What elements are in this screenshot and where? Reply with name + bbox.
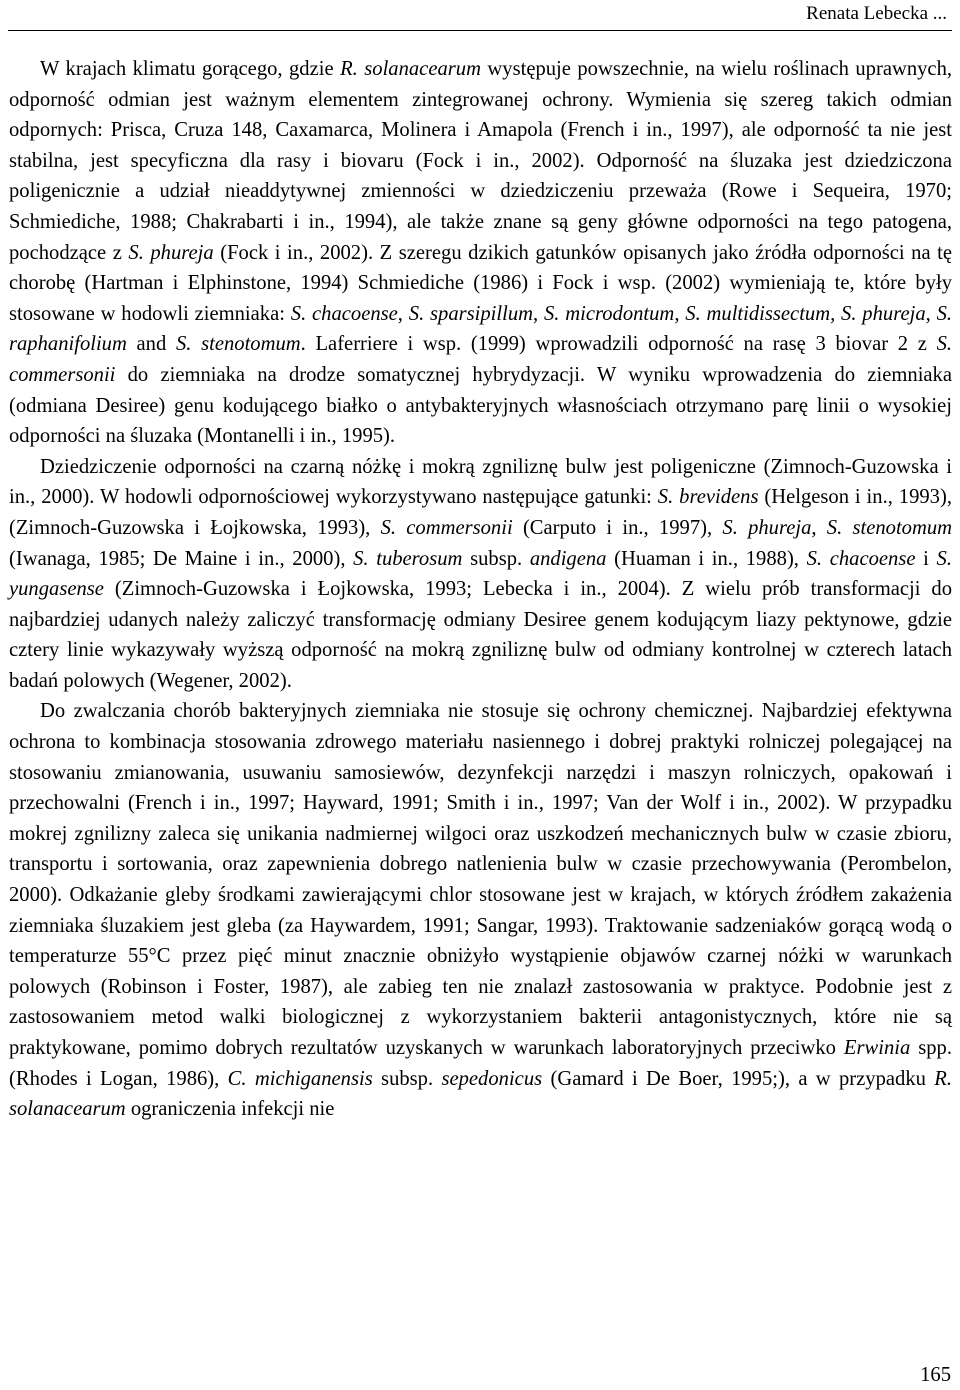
text-run: i bbox=[915, 547, 937, 570]
text-run: , bbox=[533, 302, 544, 325]
running-header: Renata Lebecka ... bbox=[806, 3, 947, 24]
page-number: 165 bbox=[920, 1364, 951, 1386]
text-run: Do zwalczania chorób bakteryjnych ziemniaka nie stosuje się ochrony chemicznej. Najbardziej efektywna ochrona to kombinacja stosowania zdrowego materiału nasiennego i dobrej praktyki rolniczej polegającej na stosowaniu zmianowania, usuwaniu samosiewów, dezynfekcji narzędzi i maszyn rolniczych, opakowań i przechowalni (French i in., 1997; Hayward, 1991; Smith i in., 1997; Van der Wolf i in., 2002). W przypadku mokrej zgnilizny zaleca się unikania nadmiernej wilgoci oraz uszkodzeń mechanicznych bulw w czasie zbioru, transportu i sortowania, oraz zapewnienia dobrego natlenienia bulw w czasie przechowywania (Perombelon, 2000). Odkażanie gleby środkami zawierającymi chlor stosowane jest w krajach, w których źródłem zakażenia ziemniaka śluzakiem jest gleba (za Haywardem, 1991; Sangar, 1993). Traktowanie sadzeniaków gorącą wodą o temperaturze 55°C przez pięć minut znacznie obniżyło wystąpienie objawów czarnej nóżki w warunkach polowych (Robinson i Foster, 1987), ale zabieg ten nie znalazł zastosowania w praktyce. Podobnie jest z zastosowaniem metod walki biologicznej z wykorzystaniem bakterii antagonistycznych, które nie są praktykowane, pomimo dobrych rezultatów uzyskanych w warunkach laboratoryjnych przeciwko bbox=[9, 700, 952, 1059]
text-run: (Iwanaga, 1985; De Maine i in., 2000), bbox=[9, 547, 354, 570]
paragraph-1 bbox=[9, 54, 952, 452]
text-run: (Zimnoch-Guzowska i Łojkowska, 1993; Lebecka i in., 2004). Z wielu prób transformacji do najbardziej udanych należy zaliczyć transformację odmiany Desiree genem kodującym liazy pektynowe, gdzie cztery linie wykazywały wyższą odporność na mokrą zgniliznę bulw od odmiany kontrolnej w czterech latach badań polowych (Wegener, 2002). bbox=[9, 578, 952, 692]
paragraph-2 bbox=[9, 452, 952, 697]
text-run: ograniczenia infekcji nie bbox=[125, 1098, 335, 1121]
italic-term: sepedonicus bbox=[441, 1067, 543, 1090]
italic-term: R. solanacearum bbox=[340, 58, 481, 80]
text-run: (Huaman i in., 1988), bbox=[606, 547, 807, 570]
paragraph-3 bbox=[9, 696, 952, 1124]
body-text bbox=[9, 54, 952, 1125]
italic-term: S. chacoense bbox=[806, 547, 916, 570]
text-run: spp. (Rhodes i Logan, 1986), bbox=[9, 1037, 952, 1090]
text-run: , bbox=[674, 302, 686, 325]
italic-term: S. yungasense bbox=[9, 547, 952, 601]
italic-term: C. michiganensis bbox=[227, 1067, 373, 1090]
text-run: do ziemniaka na drodze somatycznej hybrydyzacji. W wyniku wprowadzenia do ziemniaka (odmiana Desiree) genu kodującego białko o antybakteryjnych własnościach otrzymano parę linii o wysokiej odporności na śluzaka (Montanelli i in., 1995). bbox=[9, 363, 952, 448]
italic-term: S. commersonii bbox=[380, 516, 513, 539]
italic-term: S. phureja bbox=[128, 241, 214, 264]
italic-term: S. sparsipillum bbox=[408, 302, 534, 325]
text-run: subsp. bbox=[372, 1067, 442, 1090]
text-run: , bbox=[925, 302, 937, 325]
italic-term: Erwinia bbox=[843, 1037, 911, 1059]
text-run: W krajach klimatu gorącego, gdzie bbox=[40, 58, 341, 80]
italic-term: andigena bbox=[529, 547, 607, 570]
text-run: subsp. bbox=[462, 547, 530, 570]
text-run: , bbox=[397, 302, 409, 325]
text-run: Dziedziczenie odporności na czarną nóżkę i mokrą zgniliznę bulw jest poligeniczne (Zimnoch-Guzowska i in., 2000). W hodowli odpornościowej wykorzystywano następujące gatunki: bbox=[9, 455, 952, 509]
text-run: and bbox=[126, 333, 176, 356]
text-run: (Fock i in., 2002). Z szeregu dzikich gatunków opisanych jako źródła odporności na tę chorobę (Hartman i Elphinstone, 1994) Schmiediche (1986) i Fock i wsp. (2002) wymieniają te, które były stosowane w hodowli ziemniaka: bbox=[9, 241, 952, 325]
text-run: występuje powszechnie, na wielu roślinach uprawnych, odporność odmian jest ważnym elementem zintegrowanej ochrony. Wymienia się szereg takich odmian odpornych: Prisca, Cruza 148, Caxamarca, Molinera i Amapola (French i in., 1997), ale odporność ta nie jest stabilna, jest specyficzna dla rasy i biovaru (Fock i in., 2002). Odporność na śluzaka jest dziedziczona poligenicznie a udział nieaddytywnej zmienności w dziedziczeniu przeważa (Rowe i Sequeira, 1970; Schmiediche, 1988; Chakrabarti i in., 1994), ale także znane są geny główne odporności na tego patogena, pochodzące z bbox=[9, 58, 953, 264]
italic-term: S. tuberosum bbox=[353, 547, 463, 570]
italic-term: S. microdontum bbox=[543, 302, 675, 325]
italic-term: R. solanacearum bbox=[9, 1067, 952, 1121]
text-run: (Carputo i in., 1997), bbox=[512, 516, 723, 539]
header-rule bbox=[8, 30, 952, 31]
text-run: . Laferriere i wsp. (1999) wprowadzili odporność na rasę 3 biovar 2 z bbox=[300, 333, 937, 356]
italic-term: S. chacoense bbox=[290, 302, 398, 325]
text-run: (Gamard i De Boer, 1995;), a w przypadku bbox=[542, 1067, 935, 1090]
italic-term: S. stenotomum bbox=[826, 516, 953, 539]
italic-term: S. commersonii bbox=[9, 333, 953, 386]
text-run: , bbox=[811, 516, 827, 539]
text-run: (Helgeson i in., 1993), (Zimnoch-Guzowska i Łojkowska, 1993), bbox=[9, 486, 952, 539]
italic-term: S. multidissectum, S. phureja bbox=[685, 302, 926, 325]
italic-term: S. phureja bbox=[722, 516, 812, 539]
italic-term: S. brevidens bbox=[657, 486, 759, 509]
italic-term: S. raphanifolium bbox=[9, 302, 953, 356]
italic-term: S. stenotomum bbox=[175, 333, 301, 356]
